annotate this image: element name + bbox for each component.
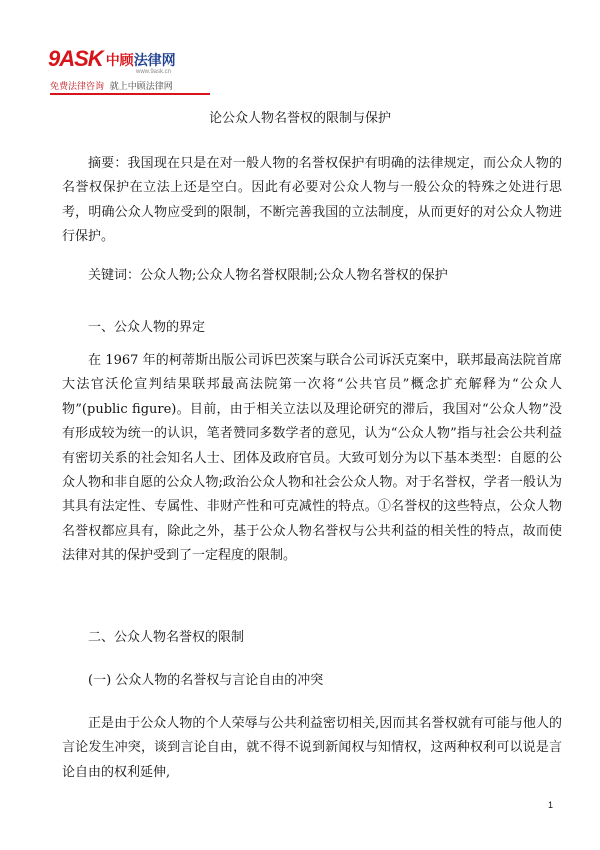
logo-brand-latin: 9ASK [48,46,103,71]
logo-brand-cn-2: 法律网 [133,53,176,69]
logo-brand-cn-1: 中顾 [105,53,134,69]
logo-slogan-left: 免费法律咨询 [50,82,105,92]
subsection-1-heading: (一) 公众人物的名誉权与言论自由的冲突 [88,673,324,688]
keywords-line: 关键词：公众人物;公众人物名誉权限制;公众人物名誉权的保护 [88,268,448,283]
logo-slogan [50,79,173,92]
document-title: 论公众人物名誉权的限制与保护 [208,111,391,126]
page-number: 1 [548,800,554,810]
logo-slogan-right: 就上中顾法律网 [109,82,173,92]
section-2-heading: 二、公众人物名誉权的限制 [88,630,245,645]
logo-underline [50,93,210,95]
logo-wordmark [48,48,238,70]
section-1-heading: 一、公众人物的界定 [88,320,206,335]
logo-url: www.9ask.cn [136,69,172,75]
abstract-paragraph: 摘要：我国现在只是在对一般人物的名誉权保护有明确的法律规定，而公众人物的名誉权保护在立法上还是空白。因此有必要对公众人物与一般公众的特殊之处进行思考，明确公众人物应受到的限制，不断完善我国的立法制度，从而更好的对公众人物进行保护。 [62,156,562,245]
section-1-paragraph: 在 1967 年的柯蒂斯出版公司诉巴茨案与联合公司诉沃克案中，联邦最高法院首席大法官沃伦宣判结果联邦最高法院第一次将“公共官员”概念扩充解释为“公众人物”(public figure)。目前，由于相关立法以及理论研究的滞后，我国对“公众人物”没有形成较为统一的认识，笔者赞同多数学者的意见，认为“公众人物”指与社会公共利益有密切关系的社会知名人士、团体及政府官员。大致可划分为以下基本类型：自愿的公众人物和非自愿的公众人物;政治公众人物和社会公众人物。对于名誉权，学者一般认为其具有法定性、专属性、非财产性和可克减性的特点。①名誉权的这些特点，公众人物名誉权都应具有，除此之外，基于公众人物名誉权与公共利益的相关性的特点，故而使法律对其的保护受到了一定程度的限制。 [62,353,562,564]
site-logo[interactable] [48,48,238,96]
subsection-1-paragraph: 正是由于公众人物的个人荣辱与公共利益密切相关,因而其名誉权就有可能与他人的言论发生冲突，谈到言论自由，就不得不说到新闻权与知情权，这两种权利可以说是言论自由的权利延伸, [62,716,562,780]
